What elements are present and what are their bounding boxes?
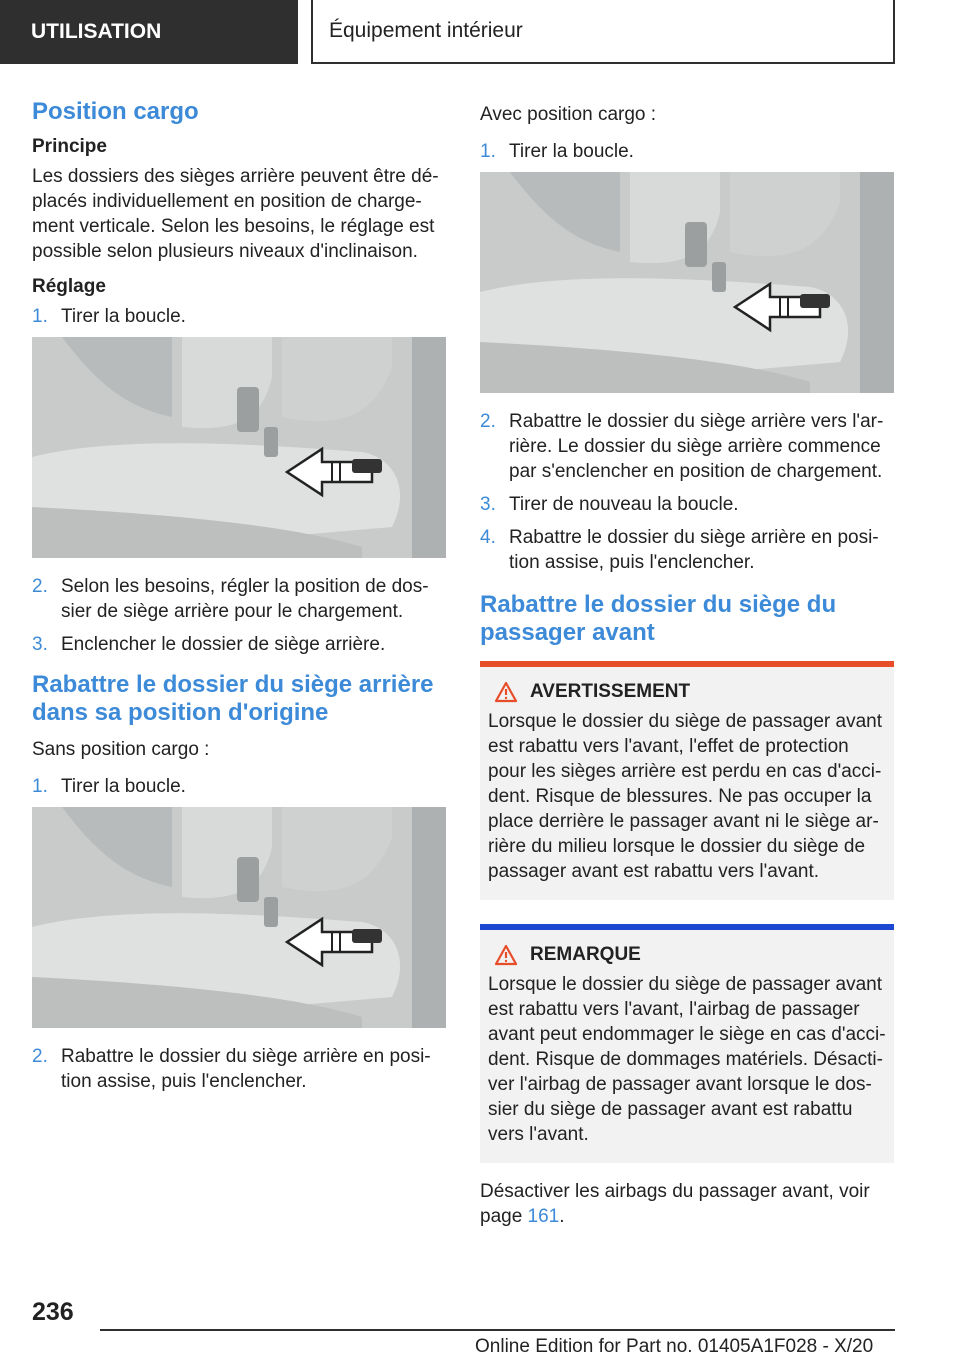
warning-header bbox=[488, 681, 886, 703]
step-number: 1. bbox=[32, 306, 48, 327]
warning-box bbox=[480, 661, 894, 900]
footer-divider bbox=[100, 1329, 895, 1331]
seat-buckle-photo bbox=[480, 172, 894, 393]
list-item bbox=[480, 492, 894, 517]
list-item bbox=[480, 139, 894, 164]
seat-illustration bbox=[480, 172, 894, 393]
right-column bbox=[480, 102, 894, 1241]
sans-steps-continued bbox=[32, 1044, 446, 1094]
list-item bbox=[32, 774, 446, 799]
step-text: Tirer la boucle. bbox=[61, 776, 186, 797]
step-text: Rabattre le dossier du siège arrière en posi-tion assise, puis l'enclencher. bbox=[509, 527, 879, 573]
principe-heading: Principe bbox=[32, 136, 107, 157]
left-column bbox=[32, 98, 446, 1102]
page-number: 236 bbox=[32, 1298, 74, 1326]
avec-steps bbox=[480, 139, 894, 164]
principe-text: Les dossiers des sièges arrière peuvent être dé-placés individuellement en position de charge-ment verticale. Selon les besoins, le réglage est possible selon plusieurs niveaux d'inclinaison. bbox=[32, 166, 439, 262]
step-text: Rabattre le dossier du siège arrière vers l'ar-rière. Le dossier du siège arrière commence par s'enclencher en position de chargement. bbox=[509, 411, 884, 482]
airbag-text: Désactiver les airbags du passager avant, voir page bbox=[480, 1181, 870, 1227]
step-number: 4. bbox=[480, 527, 496, 548]
step-text: Rabattre le dossier du siège arrière en posi-tion assise, puis l'enclencher. bbox=[61, 1046, 431, 1092]
avec-cargo-label: Avec position cargo : bbox=[480, 104, 657, 125]
warning-triangle-icon bbox=[494, 681, 518, 703]
list-item bbox=[480, 409, 894, 484]
note-header bbox=[488, 944, 886, 966]
airbag-reference bbox=[480, 1179, 894, 1229]
list-item bbox=[32, 304, 446, 329]
header-chapter-label: Équipement intérieur bbox=[329, 19, 523, 42]
sans-steps bbox=[32, 774, 446, 799]
list-item bbox=[32, 1044, 446, 1094]
warning-text: Lorsque le dossier du siège de passager avant est rabattu vers l'avant, l'effet de protection pour les sièges arrière est perdu en cas d'acci-dent. Risque de blessures. Ne pas occuper la place derrière le passager avant ni le siège ar-rière du milieu lorsque le dossier du siège de passager avant est rabattu vers l'avant. bbox=[488, 711, 882, 882]
section-title-passager: Rabattre le dossier du siège du passager avant bbox=[480, 591, 837, 646]
reglage-steps bbox=[32, 304, 446, 329]
list-item bbox=[32, 632, 446, 657]
step-number: 2. bbox=[480, 411, 496, 432]
seat-buckle-photo bbox=[32, 807, 446, 1028]
step-text: Selon les besoins, régler la position de dos-sier de siège arrière pour le chargement. bbox=[61, 576, 429, 622]
avec-steps-continued bbox=[480, 409, 894, 575]
note-text: Lorsque le dossier du siège de passager avant est rabattu vers l'avant, l'airbag de passager avant peut endommager le siège en cas d'acci-dent. Risque de dommages matériels. Désacti-ver l'airbag de passager avant lorsque le dos-sier du siège de passager avant est rabattu vers l'avant. bbox=[488, 974, 886, 1145]
warning-triangle-icon bbox=[494, 944, 518, 966]
step-number: 2. bbox=[32, 1046, 48, 1067]
airbag-end: . bbox=[559, 1206, 565, 1227]
step-text: Tirer la boucle. bbox=[509, 141, 634, 162]
step-text: Tirer la boucle. bbox=[61, 306, 186, 327]
section-title-cargo: Position cargo bbox=[32, 98, 199, 125]
section-title-origine: Rabattre le dossier du siège arrière dans sa position d'origine bbox=[32, 671, 434, 726]
seat-buckle-photo bbox=[32, 337, 446, 558]
step-number: 2. bbox=[32, 576, 48, 597]
header-section bbox=[0, 0, 298, 64]
step-number: 3. bbox=[32, 634, 48, 655]
list-item bbox=[32, 574, 446, 624]
reglage-steps-continued bbox=[32, 574, 446, 657]
page-link[interactable]: 161 bbox=[527, 1206, 560, 1227]
note-box bbox=[480, 924, 894, 1163]
step-number: 1. bbox=[32, 776, 48, 797]
reglage-heading: Réglage bbox=[32, 276, 106, 297]
step-text: Tirer de nouveau la boucle. bbox=[509, 494, 739, 515]
sans-cargo-label: Sans position cargo : bbox=[32, 739, 210, 760]
footer-edition: Online Edition for Part no. 01405A1F028 - X/20 bbox=[475, 1336, 874, 1357]
note-title: REMARQUE bbox=[530, 944, 641, 965]
step-text: Enclencher le dossier de siège arrière. bbox=[61, 634, 386, 655]
step-number: 3. bbox=[480, 494, 496, 515]
step-number: 1. bbox=[480, 141, 496, 162]
header-chapter bbox=[311, 0, 895, 64]
seat-illustration bbox=[32, 337, 446, 558]
seat-illustration bbox=[32, 807, 446, 1028]
warning-title: AVERTISSEMENT bbox=[530, 681, 691, 702]
header-section-label: UTILISATION bbox=[31, 20, 162, 43]
list-item bbox=[480, 525, 894, 575]
